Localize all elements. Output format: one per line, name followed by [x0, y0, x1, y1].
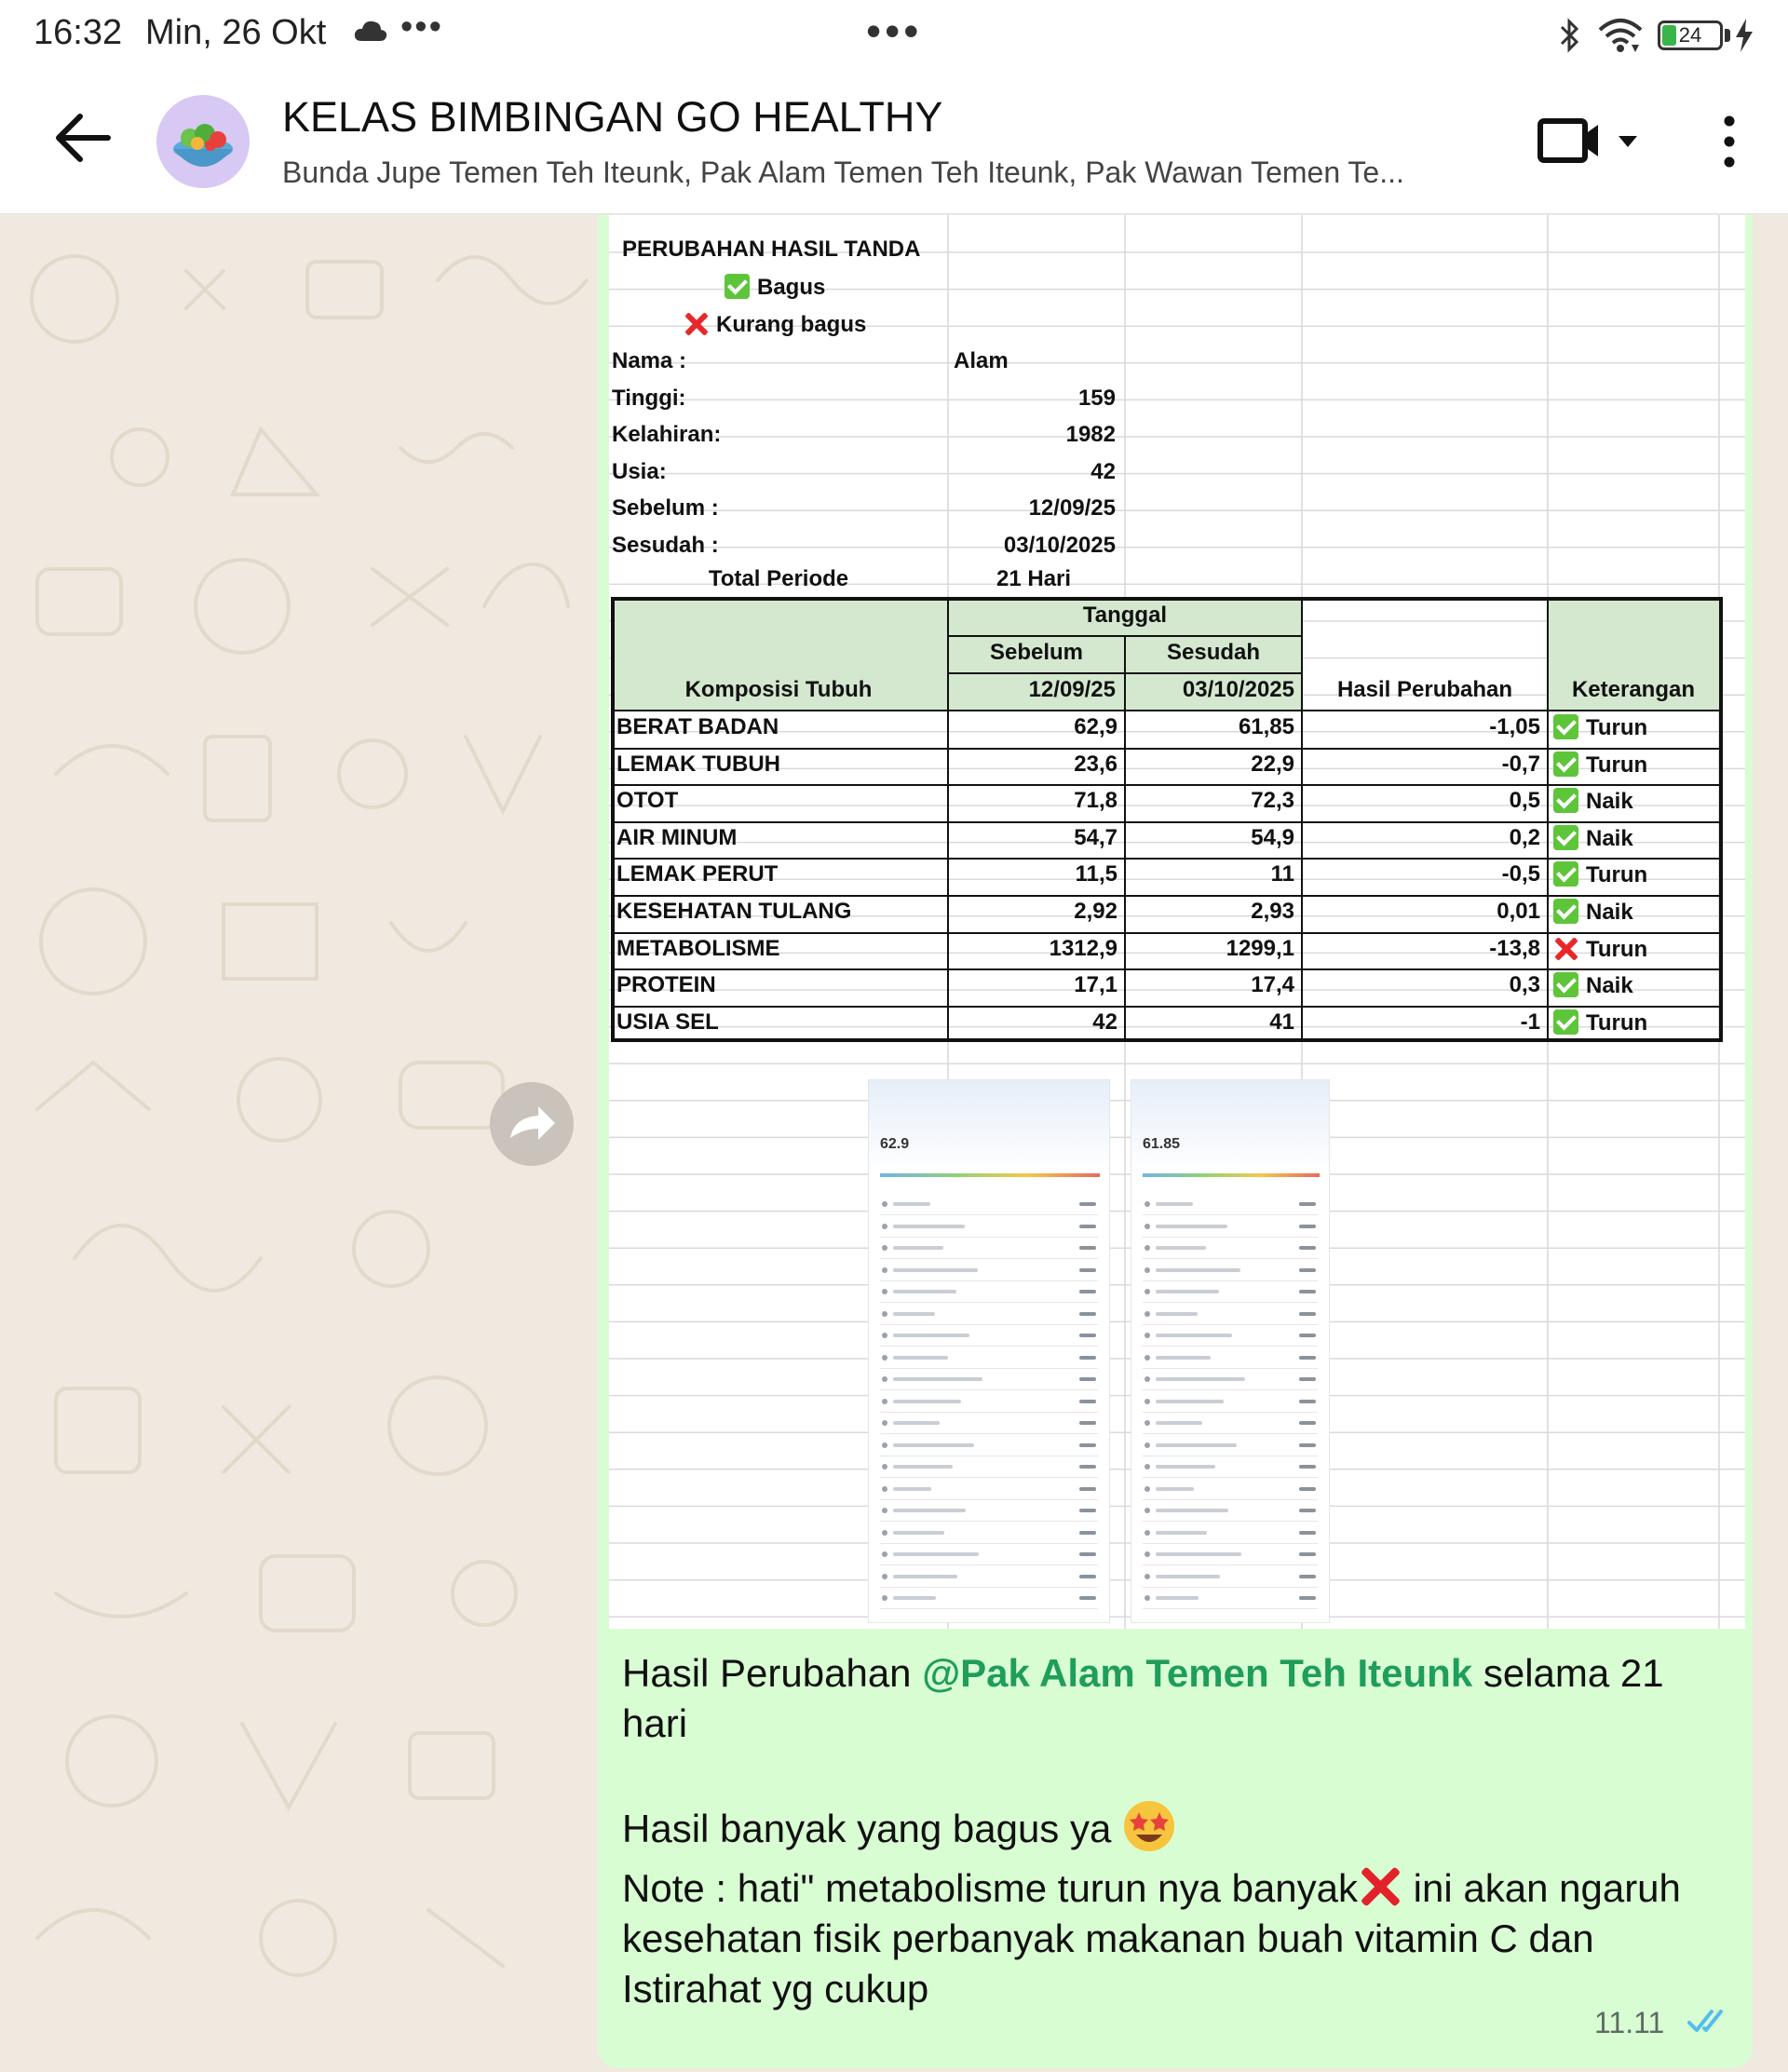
thumb-row-label — [1156, 1312, 1198, 1316]
cloud-icon — [354, 19, 387, 43]
thumb-row-divider — [1143, 1214, 1318, 1215]
thumb-row-icon — [1145, 1442, 1150, 1448]
thumb-row-divider — [880, 1521, 1098, 1522]
thumb-row-divider — [1143, 1477, 1318, 1478]
thumb-row-divider — [880, 1499, 1098, 1500]
thumb-row-divider — [880, 1368, 1098, 1369]
bluetooth-icon — [1557, 17, 1583, 54]
thumb-row-value — [1299, 1531, 1316, 1535]
row-before: 42 — [1092, 1009, 1118, 1035]
thumb-row-value — [1299, 1443, 1316, 1447]
thumb-row-icon — [1145, 1486, 1150, 1492]
thumb-row-value — [1299, 1575, 1316, 1578]
thumb-row-icon — [882, 1311, 887, 1317]
thumb-row-value — [1299, 1356, 1316, 1360]
thumb-row-divider — [1143, 1564, 1318, 1565]
thumb-row-value — [1079, 1531, 1096, 1535]
row-change: -13,8 — [1489, 935, 1540, 961]
thumb-weight-after: 61.85 — [1143, 1136, 1181, 1152]
thumb-row-divider — [880, 1412, 1098, 1413]
message-text — [622, 1648, 1735, 2014]
thumb-row-divider — [880, 1433, 1098, 1434]
wifi-icon — [1598, 17, 1643, 54]
thumb-row-divider — [1143, 1280, 1318, 1281]
thumb-row-label — [893, 1531, 944, 1535]
thumb-row-value — [1299, 1268, 1316, 1272]
row-note: Turun — [1586, 862, 1648, 888]
row-change: 0,2 — [1509, 824, 1540, 850]
thumb-row-icon — [1145, 1399, 1150, 1404]
row-after: 41 — [1269, 1009, 1294, 1035]
thumb-row-divider — [880, 1608, 1098, 1609]
col-header-komposisi: Komposisi Tubuh — [684, 677, 873, 702]
star-struck-emoji-icon — [1122, 1799, 1176, 1853]
row-before: 71,8 — [1074, 788, 1118, 814]
row-before: 17,1 — [1074, 972, 1118, 998]
row-before: 23,6 — [1074, 751, 1118, 777]
chat-title[interactable]: KELAS BIMBINGAN GO HEALTHY — [282, 93, 943, 141]
thumb-row-icon — [1145, 1420, 1150, 1426]
group-avatar[interactable] — [156, 95, 250, 188]
thumb-row-value — [1079, 1487, 1096, 1491]
forward-icon — [490, 1082, 574, 1166]
thumb-row-label — [893, 1356, 948, 1360]
mention-link[interactable]: @Pak Alam Temen Teh Iteunk — [922, 1651, 1473, 1695]
thumb-row-label — [893, 1509, 966, 1512]
status-date: Min, 26 Okt — [145, 13, 327, 52]
thumb-row-label — [1156, 1443, 1237, 1447]
row-before: 2,92 — [1074, 899, 1118, 924]
thumb-row-label — [1156, 1465, 1215, 1469]
thumb-row-divider — [1143, 1521, 1318, 1522]
thumb-row-icon — [882, 1267, 887, 1273]
row-name: METABOLISME — [616, 935, 780, 961]
thumb-row-value — [1299, 1246, 1316, 1250]
info-label: Usia: — [612, 458, 667, 484]
thumb-row-label — [1156, 1334, 1232, 1337]
notification-more-icon: ••• — [400, 7, 443, 47]
thumb-row-value — [1299, 1202, 1316, 1206]
row-before: 54,7 — [1074, 824, 1118, 850]
thumb-row-divider — [880, 1587, 1098, 1588]
row-note: Naik — [1586, 825, 1633, 851]
chat-members[interactable]: Bunda Jupe Temen Teh Iteunk, Pak Alam Temen Teh Iteunk, Pak Wawan Temen Te... — [282, 156, 1404, 189]
thumb-row-value — [1079, 1596, 1096, 1600]
thumb-row-icon — [1145, 1508, 1150, 1513]
thumb-row-divider — [1143, 1587, 1318, 1588]
info-value: 42 — [1090, 458, 1116, 484]
row-after: 72,3 — [1251, 788, 1294, 814]
thumb-row-label — [1156, 1509, 1228, 1512]
info-label: Sesudah : — [612, 533, 719, 558]
thumb-row-divider — [1143, 1499, 1318, 1500]
thumb-row-icon — [1145, 1289, 1150, 1294]
info-value: Alam — [954, 348, 1009, 373]
thumb-row-divider — [880, 1346, 1098, 1347]
row-after: 1299,1 — [1226, 935, 1294, 961]
row-note: Turun — [1586, 752, 1648, 778]
row-name: KESEHATAN TULANG — [616, 899, 852, 924]
thumb-row-divider — [880, 1280, 1098, 1281]
thumb-row-value — [1079, 1334, 1096, 1337]
thumb-row-divider — [1143, 1543, 1318, 1544]
thumb-row-divider — [1143, 1302, 1318, 1303]
status-bar — [0, 0, 1788, 67]
message-line-1 — [622, 1648, 1735, 1749]
thumb-row-icon — [882, 1289, 887, 1294]
thumb-row-divider — [880, 1258, 1098, 1259]
thumb-row-icon — [882, 1464, 887, 1469]
thumb-row-value — [1079, 1202, 1096, 1206]
row-name: OTOT — [616, 788, 679, 814]
message-blank-line — [622, 1749, 1735, 1799]
message-line-3 — [622, 1863, 1735, 2014]
message-time: 11.11 — [1594, 2006, 1665, 2039]
thumb-row-label — [893, 1443, 974, 1447]
thumb-row-divider — [1143, 1237, 1318, 1238]
info-value: 12/09/25 — [1028, 495, 1116, 521]
thumb-row-value — [1299, 1596, 1316, 1600]
chat-header — [0, 67, 1788, 214]
legend-good-label: Bagus — [757, 275, 826, 300]
thumb-row-label — [1156, 1246, 1206, 1250]
row-change: -0,7 — [1501, 751, 1540, 777]
thumb-row-value — [1299, 1334, 1316, 1337]
row-after: 61,85 — [1238, 714, 1294, 739]
thumb-weight-before: 62.9 — [880, 1136, 910, 1152]
thumb-row-label — [1156, 1356, 1211, 1360]
thumb-row-label — [1156, 1575, 1220, 1578]
thumb-row-label — [893, 1575, 957, 1578]
thumb-row-label — [1156, 1531, 1207, 1535]
thumb-row-icon — [1145, 1551, 1150, 1557]
thumb-row-icon — [1145, 1267, 1150, 1273]
info-value: 1982 — [1065, 422, 1116, 448]
thumb-row-divider — [1143, 1389, 1318, 1390]
thumb-row-value — [1079, 1356, 1096, 1360]
thumb-row-icon — [1145, 1530, 1150, 1536]
thumb-row-value — [1079, 1509, 1096, 1512]
thumb-row-value — [1299, 1509, 1316, 1512]
thumb-row-label — [1156, 1290, 1219, 1293]
thumb-row-icon — [1145, 1574, 1150, 1579]
thumb-row-value — [1079, 1377, 1096, 1381]
row-name: AIR MINUM — [616, 824, 738, 850]
spreadsheet-image[interactable] — [609, 215, 1745, 1629]
thumb-row-label — [1156, 1225, 1227, 1228]
thumb-row-icon — [882, 1551, 887, 1557]
thumb-row-label — [893, 1465, 953, 1469]
thumb-row-value — [1079, 1575, 1096, 1578]
thumb-row-value — [1079, 1421, 1096, 1425]
thumb-row-divider — [880, 1237, 1098, 1238]
col-header-tanggal: Tanggal — [1082, 603, 1168, 628]
thumb-row-value — [1079, 1312, 1096, 1316]
multitask-dots-icon[interactable]: ••• — [866, 7, 923, 55]
row-before: 11,5 — [1075, 861, 1118, 887]
thumb-row-value — [1299, 1487, 1316, 1491]
thumb-row-label — [893, 1225, 965, 1228]
row-after: 2,93 — [1251, 899, 1294, 924]
thumb-row-value — [1299, 1552, 1316, 1556]
thumb-row-value — [1299, 1290, 1316, 1293]
thumb-row-label — [893, 1312, 935, 1316]
thumb-row-icon — [882, 1420, 887, 1426]
thumb-row-icon — [882, 1442, 887, 1448]
row-after: 17,4 — [1251, 972, 1294, 998]
thumb-row-value — [1079, 1443, 1096, 1447]
thumb-row-value — [1299, 1225, 1316, 1228]
info-label: Tinggi: — [612, 385, 686, 411]
thumb-row-icon — [882, 1574, 887, 1579]
thumb-row-value — [1079, 1246, 1096, 1250]
thumb-row-label — [893, 1596, 936, 1600]
thumb-row-label — [893, 1202, 930, 1206]
thumb-row-label — [893, 1487, 931, 1491]
row-name: BERAT BADAN — [616, 714, 779, 739]
col-header-date-sebelum: 12/09/25 — [1028, 677, 1116, 702]
thumb-row-value — [1079, 1465, 1096, 1469]
thumb-row-icon — [1145, 1376, 1150, 1382]
info-value: 159 — [1077, 385, 1116, 411]
row-note: Turun — [1586, 715, 1648, 740]
status-time: 16:32 — [34, 13, 123, 52]
thumb-row-divider — [880, 1564, 1098, 1565]
row-change: -1 — [1520, 1009, 1540, 1035]
row-change: 0,01 — [1497, 899, 1540, 924]
message-suffix: selama 21 hari — [622, 1651, 1664, 1745]
thumb-row-label — [893, 1400, 961, 1403]
thumb-row-label — [893, 1268, 978, 1272]
row-after: 11 — [1270, 861, 1294, 887]
thumb-header — [1131, 1080, 1329, 1173]
thumb-row-label — [893, 1552, 979, 1556]
thumb-row-value — [1299, 1377, 1316, 1381]
row-note: Turun — [1586, 1009, 1648, 1036]
thumb-row-icon — [882, 1355, 887, 1361]
thumb-row-icon — [882, 1530, 887, 1536]
thumb-row-icon — [1145, 1224, 1150, 1229]
message-line-3-suffix: ini akan ngaruh kesehatan fisik perbanyak makanan buah vitamin C dan Istirahat yg cukup — [622, 1866, 1681, 2011]
thumb-row-value — [1079, 1552, 1096, 1556]
row-after: 22,9 — [1251, 751, 1294, 777]
battery-level: 24 — [1678, 23, 1702, 47]
row-change: -0,5 — [1501, 861, 1540, 887]
thumb-row-label — [1156, 1552, 1241, 1556]
col-header-keterangan: Keterangan — [1571, 677, 1696, 702]
thumb-row-icon — [882, 1486, 887, 1492]
video-call-icon[interactable] — [1537, 115, 1641, 168]
scale-screenshot-before[interactable] — [868, 1079, 1110, 1623]
thumb-row-icon — [1145, 1311, 1150, 1317]
thumb-row-icon — [1145, 1201, 1150, 1207]
thumb-row-divider — [1143, 1412, 1318, 1413]
row-note: Naik — [1586, 900, 1633, 925]
thumb-row-value — [1299, 1312, 1316, 1316]
row-change: 0,3 — [1509, 972, 1540, 998]
thumb-row-icon — [882, 1201, 887, 1207]
col-header-date-sesudah: 03/10/2025 — [1182, 677, 1294, 702]
row-change: -1,05 — [1489, 714, 1540, 739]
thumb-row-value — [1299, 1421, 1316, 1425]
message-line-2 — [622, 1799, 1735, 1854]
back-arrow-icon[interactable] — [54, 110, 112, 166]
thumb-row-label — [893, 1334, 969, 1337]
row-after: 54,9 — [1251, 824, 1294, 850]
row-before: 1312,9 — [1049, 935, 1118, 961]
row-before: 62,9 — [1074, 714, 1118, 739]
thumb-row-icon — [882, 1245, 887, 1251]
thumb-row-icon — [882, 1376, 887, 1382]
thumb-row-divider — [1143, 1324, 1318, 1325]
row-note: Naik — [1586, 789, 1633, 815]
thumb-row-label — [1156, 1377, 1245, 1381]
thumb-row-label — [1156, 1202, 1193, 1206]
row-name: LEMAK PERUT — [616, 861, 779, 887]
battery-icon — [1658, 20, 1723, 50]
thumb-row-label — [893, 1377, 982, 1381]
thumb-scale-bar — [880, 1173, 1100, 1177]
battery-tip — [1725, 29, 1730, 42]
thumb-row-label — [1156, 1487, 1194, 1491]
thumb-row-icon — [1145, 1333, 1150, 1338]
thumb-row-value — [1299, 1400, 1316, 1403]
scale-screenshot-after[interactable] — [1131, 1079, 1330, 1623]
thumb-row-divider — [880, 1543, 1098, 1544]
message-line-2-text: Hasil banyak yang bagus ya — [622, 1807, 1122, 1850]
info-label: Nama : — [612, 348, 687, 373]
thumb-row-value — [1079, 1400, 1096, 1403]
thumb-row-divider — [1143, 1433, 1318, 1434]
thumb-row-icon — [1145, 1245, 1150, 1251]
thumb-row-icon — [882, 1333, 887, 1338]
info-label: Kelahiran: — [612, 422, 722, 448]
read-ticks-icon — [1687, 2008, 1732, 2036]
message-line-3-prefix: Note : hati" metabolisme turun nya banyak — [622, 1866, 1359, 1910]
total-period-label: Total Periode — [708, 566, 849, 591]
thumb-row-label — [893, 1421, 940, 1425]
thumb-row-icon — [1145, 1595, 1150, 1601]
row-name: USIA SEL — [616, 1009, 719, 1035]
thumb-row-value — [1079, 1225, 1096, 1228]
col-header-sesudah: Sesudah — [1166, 640, 1261, 665]
thumb-row-label — [1156, 1596, 1199, 1600]
col-header-sebelum: Sebelum — [989, 640, 1084, 665]
thumb-row-divider — [1143, 1368, 1318, 1369]
thumb-row-label — [893, 1246, 943, 1250]
row-name: PROTEIN — [616, 972, 716, 998]
row-name: LEMAK TUBUH — [616, 751, 780, 777]
thumb-row-label — [893, 1290, 956, 1293]
info-value: 03/10/2025 — [1003, 533, 1116, 558]
thumb-row-divider — [880, 1214, 1098, 1215]
row-change: 0,5 — [1509, 788, 1540, 814]
thumb-row-label — [1156, 1268, 1240, 1272]
sheet-heading: PERUBAHAN HASIL TANDA — [622, 237, 921, 262]
charging-icon — [1734, 19, 1754, 52]
thumb-row-divider — [1143, 1608, 1318, 1609]
thumb-header — [869, 1080, 1109, 1173]
thumb-row-label — [1156, 1400, 1224, 1403]
thumb-row-divider — [880, 1324, 1098, 1325]
thumb-row-icon — [882, 1224, 887, 1229]
message-prefix: Hasil Perubahan — [622, 1651, 923, 1695]
thumb-row-divider — [1143, 1258, 1318, 1259]
thumb-row-icon — [882, 1508, 887, 1513]
thumb-row-icon — [882, 1399, 887, 1404]
thumb-row-icon — [1145, 1355, 1150, 1361]
thumb-row-divider — [1143, 1346, 1318, 1347]
forward-button[interactable] — [490, 1082, 574, 1166]
red-cross-emoji-icon — [1358, 1864, 1402, 1909]
thumb-row-divider — [880, 1389, 1098, 1390]
thumb-scale-bar — [1143, 1173, 1320, 1177]
thumb-row-value — [1079, 1290, 1096, 1293]
col-header-hasil: Hasil Perubahan — [1336, 677, 1513, 702]
row-note: Turun — [1586, 936, 1648, 962]
thumb-row-value — [1079, 1268, 1096, 1272]
thumb-row-divider — [880, 1302, 1098, 1303]
more-options-icon[interactable] — [1714, 114, 1745, 169]
thumb-row-icon — [1145, 1464, 1150, 1469]
legend-bad-label: Kurang bagus — [716, 312, 867, 337]
row-note: Naik — [1586, 973, 1633, 999]
info-label: Sebelum : — [612, 495, 719, 521]
salad-bowl-icon — [156, 95, 250, 188]
thumb-row-label — [1156, 1421, 1202, 1425]
thumb-row-icon — [882, 1595, 887, 1601]
thumb-row-value — [1299, 1465, 1316, 1469]
total-period-value: 21 Hari — [996, 566, 1072, 591]
thumb-row-divider — [880, 1477, 1098, 1478]
